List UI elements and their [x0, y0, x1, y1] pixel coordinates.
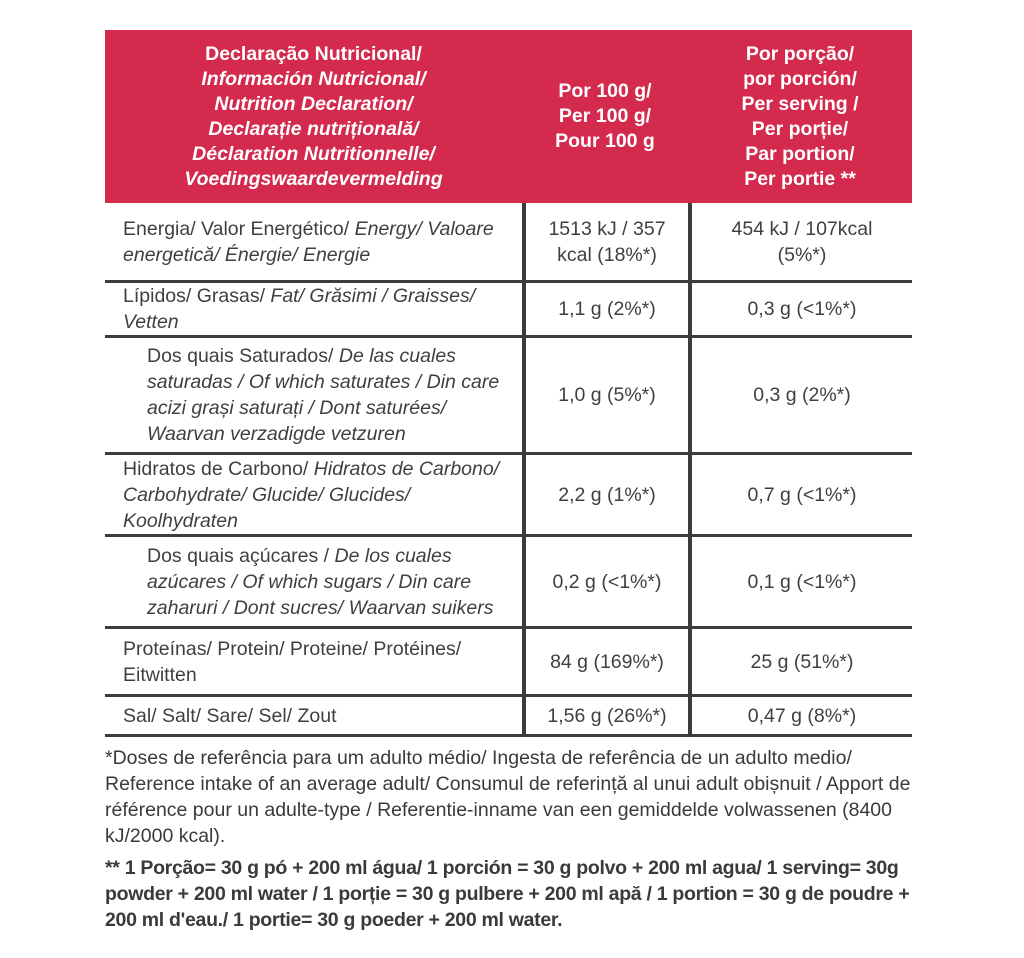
header-title-line: Información Nutricional/ [201, 67, 426, 90]
nutrient-label-carbohydrate [105, 455, 522, 534]
table-row-energy [105, 203, 912, 283]
header-per-100g-line: Por 100 g/ [558, 80, 652, 102]
label-italic: Fat/ Grăsimi / Graisses/ Vetten [123, 285, 476, 333]
header-title-line: Declarație nutrițională/ [208, 117, 419, 140]
saturates-per-100g: 1,0 g (5%*) [522, 338, 688, 452]
header-per-serving-line: Por porção/ [745, 42, 855, 65]
nutrition-table [105, 30, 912, 737]
label-regular: Dos quais açúcares / [147, 544, 330, 567]
nutrient-label-fat [105, 283, 522, 335]
label-italic: Hidratos de Carbono/ Carbohydrate/ Glucide/ Glucides/ Koolhydraten [123, 457, 500, 532]
header-per-serving-line: Par portion/ [745, 142, 855, 165]
carbohydrate-per-serving: 0,7 g (<1%*) [688, 455, 912, 534]
label-regular: Energia/ Valor Energético/ [123, 217, 350, 240]
label-regular: Hidratos de Carbono/ [123, 457, 309, 480]
table-row-saturates [105, 338, 912, 455]
label-italic: De los cuales azúcares / Of which sugars / Din care zaharuri / Dont sucres/ Waarvan suikers [147, 544, 494, 619]
table-row-carbohydrate [105, 455, 912, 537]
header-per-100g [522, 30, 688, 203]
sugars-per-serving: 0,1 g (<1%*) [688, 537, 912, 626]
label-italic: De las cuales saturadas / Of which saturates / Din care acizi grași saturați / Dont saturées/ Waarvan verzadigde vetzuren [147, 345, 500, 445]
header-title-line: Voedingswaardevermelding [184, 167, 443, 190]
carbohydrate-per-100g: 2,2 g (1%*) [522, 455, 688, 534]
protein-per-serving: 25 g (51%*) [688, 629, 912, 694]
label-regular: Dos quais Saturados/ [147, 345, 334, 367]
header-per-serving-line: Per serving / [741, 92, 859, 115]
nutrient-label-protein [105, 629, 522, 694]
salt-per-100g: 1,56 g (26%*) [522, 697, 688, 734]
header-per-serving-line: Per portie ** [744, 167, 856, 190]
label-regular: Proteínas/ Protein/ Proteine/ Protéines/ Eitwitten [123, 637, 462, 686]
table-row-salt [105, 697, 912, 737]
header-title-line: Declaração Nutricional/ [205, 42, 422, 65]
label-regular: Sal/ Salt/ Sare/ Sel/ Zout [123, 704, 337, 727]
protein-per-100g: 84 g (169%*) [522, 629, 688, 694]
sugars-per-100g: 0,2 g (<1%*) [522, 537, 688, 626]
header-per-100g-line: Pour 100 g [555, 130, 655, 152]
table-header [105, 30, 912, 203]
fat-per-100g: 1,1 g (2%*) [522, 283, 688, 335]
nutrient-label-salt [105, 697, 522, 734]
header-per-serving [688, 30, 912, 203]
saturates-per-serving: 0,3 g (2%*) [688, 338, 912, 452]
table-row-fat [105, 283, 912, 338]
nutrient-label-energy [105, 203, 522, 280]
header-declaration-title [105, 30, 522, 203]
header-title-line: Nutrition Declaration/ [214, 92, 413, 115]
label-regular: Lípidos/ Grasas/ [123, 285, 265, 307]
header-per-serving-line: Per porție/ [751, 117, 849, 140]
salt-per-serving: 0,47 g (8%*) [688, 697, 912, 734]
header-per-100g-line: Per 100 g/ [558, 105, 652, 127]
table-row-sugars [105, 537, 912, 629]
footnotes [105, 745, 925, 933]
energy-per-serving: 454 kJ / 107kcal (5%*) [688, 203, 912, 280]
header-title-line: Déclaration Nutritionnelle/ [192, 142, 435, 165]
nutrient-label-saturates [105, 338, 522, 452]
header-per-serving-line: por porción/ [743, 67, 857, 90]
energy-per-100g: 1513 kJ / 357 kcal (18%*) [522, 203, 688, 280]
footnote-serving-definition: ** 1 Porção= 30 g pó + 200 ml água/ 1 porción = 30 g polvo + 200 ml agua/ 1 serving= 30g powder + 200 ml water / 1 porție = 30 g pulbere + 200 ml apă / 1 portion = 30 g de poudre + 200 ml d'eau./ 1 portie= 30 g poeder + 200 ml water. [105, 857, 910, 931]
label-italic: Energy/ Valoare energetică/ Énergie/ Energie [123, 217, 494, 266]
fat-per-serving: 0,3 g (<1%*) [688, 283, 912, 335]
nutrient-label-sugars [105, 537, 522, 626]
table-row-protein [105, 629, 912, 697]
footnote-reference-intake: *Doses de referência para um adulto médio/ Ingesta de referência de un adulto medio/ Reference intake of an average adult/ Consumul de referință al unui adult obișnuit / Apport de référence pour un adulte-type / Referentie-inname van een gemiddelde volwassenen (8400 kJ/2000 kcal). [105, 747, 911, 847]
